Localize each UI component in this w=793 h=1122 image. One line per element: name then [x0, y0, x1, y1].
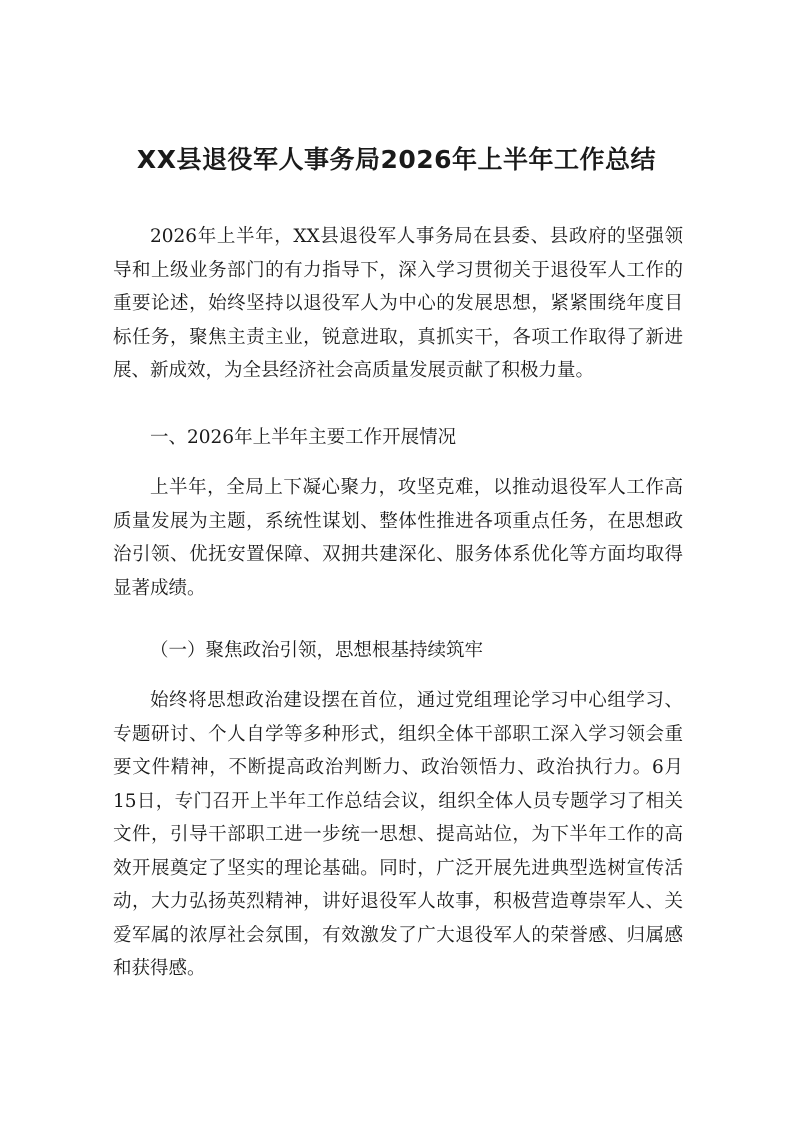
- document-title: XX县退役军人事务局2026年上半年工作总结: [136, 145, 657, 174]
- section-intro-paragraph: 上半年，全局上下凝心聚力，攻坚克难，以推动退役军人工作高质量发展为主题，系统性谋划、整体性推进各项重点任务，在思想政治引领、优抚安置保障、双拥共建深化、服务体系优化等方面均取得显著成绩。: [113, 477, 683, 599]
- intro-paragraph: 2026年上半年，XX县退役军人事务局在县委、县政府的坚强领导和上级业务部门的有力指导下，深入学习贯彻关于退役军人工作的重要论述，始终坚持以退役军人为中心的发展思想，紧紧围绕年度目标任务，聚焦主责主业，锐意进取，真抓实干，各项工作取得了新进展、新成效，为全县经济社会高质量发展贡献了积极力量。: [113, 226, 683, 381]
- subsection-body-paragraph: 始终将思想政治建设摆在首位，通过党组理论学习中心组学习、专题研讨、个人自学等多种形式，组织全体干部职工深入学习领会重要文件精神，不断提高政治判断力、政治领悟力、政治执行力。6月15日，专门召开上半年工作总结会议，组织全体人员专题学习了相关文件，引导干部职工进一步统一思想、提高站位，为下半年工作的高效开展奠定了坚实的理论基础。同时，广泛开展先进典型选树宣传活动，大力弘扬英烈精神，讲好退役军人故事，积极营造尊崇军人、关爱军属的浓厚社会氛围，有效激发了广大退役军人的荣誉感、归属感和获得感。: [113, 690, 683, 979]
- section-heading: 一、2026年上半年主要工作开展情况: [150, 427, 457, 448]
- subsection-heading: （一）聚焦政治引领，思想根基持续筑牢: [150, 640, 484, 661]
